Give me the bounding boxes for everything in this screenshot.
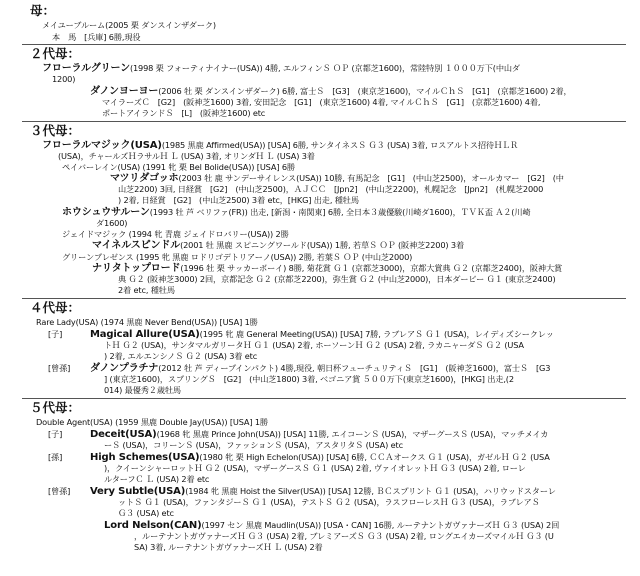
divider bbox=[22, 298, 626, 299]
gen4-danon-line2: ] (東京芝1600)，スプリングＳ [G2] (中山芝1800) 3着, ベゴニア賞 ５００万下(東京芝1600)，[HKG] 出走,(2 bbox=[104, 374, 514, 384]
gen5-verysubtle-line2: ットＳ Ｇ１ (USA)，ファンタジーＳ Ｇ１ (USA)，テストＳ Ｇ２ (USA)，ラスフローレスＨ Ｇ３ (USA)，ラブレアＳ bbox=[118, 497, 540, 507]
gen3-houshu-line2: ダ1600) bbox=[96, 218, 128, 228]
gen3-houshu-line bbox=[62, 207, 530, 218]
gen5-highschemes-name: High Schemes(USA) bbox=[90, 452, 200, 463]
gen3-maineru-name: マイネルスピンドル bbox=[92, 240, 181, 251]
gen3-narita-line bbox=[92, 263, 562, 274]
gen4-magical-record: (1995 牝 鹿 General Meeting(USA)) [USA] 7勝, ラブレアＳ Ｇ１ (USA)，レイディズシークレッ bbox=[199, 329, 554, 339]
gen3-mare-line bbox=[42, 140, 518, 151]
gen5-verysubtle-line bbox=[90, 486, 556, 497]
gen3-houshu-record: (1993 牡 芦 ベリファ(FR)) 出走, [新潟・南関東] 6勝, 全日本３歳優駿(川崎ダ1600)，ＴＶＫ盃 Ａ２(川崎 bbox=[149, 207, 531, 217]
divider bbox=[22, 398, 626, 399]
gen5-highschemes-record: (1980 牝 栗 High Echelon(USA)) [USA] 6勝, ＣＣＡオークス Ｇ１ (USA)，ガゼルＨ Ｇ２ (USA bbox=[199, 452, 550, 462]
divider bbox=[22, 121, 626, 122]
gen5-header: ５代母： bbox=[30, 400, 81, 415]
gen5-deceit-name: Deceit(USA) bbox=[90, 429, 157, 440]
gen2-mare-line bbox=[42, 63, 520, 74]
gen4-danon-line3: 014) 最優秀２歳牡馬 bbox=[104, 385, 181, 395]
gen2-mare-record: (1998 栗 フォーティナイナー(USA)) 4勝, エルフィンＳ ＯＰ (京都芝1600)，常陸特別 １０００万下(中山ダ bbox=[129, 63, 520, 73]
gen3-matsurida-line bbox=[110, 173, 564, 184]
gen2-foal-record: (2006 牡 栗 ダンスインザダーク) 6勝, 富士Ｓ [G3] (東京芝1600)，マイルＣｈＳ [G1] (京都芝1600) 2着， bbox=[158, 86, 572, 96]
gen2-mare-name: フローラルグリーン bbox=[42, 63, 130, 74]
gen4-danon-line bbox=[90, 363, 550, 374]
gen5-highschemes-line bbox=[90, 452, 550, 463]
gen5-verysubtle-record: (1984 牝 黒鹿 Hoist the Silver(USA)) [USA] 12勝, ＢＣスプリント Ｇ１ (USA)，ハリウッドスターレ bbox=[185, 486, 556, 496]
gen4-magical-line2: トＨ Ｇ２ (USA)，サンタマルガリータＨ Ｇ１ (USA) 2着, ホーソーンＨ Ｇ２ (USA) 2着, ラカニャーダＳ Ｇ２ (USA bbox=[104, 340, 524, 350]
gen5-deceit-record: (1968 牝 黒鹿 Prince John(USA)) [USA] 11勝, エイコーンＳ (USA)，マザーグースＳ (USA)，マッチメイカ bbox=[156, 429, 549, 439]
gen2-foal-line bbox=[90, 86, 572, 97]
gen3-narita-record: (1996 牡 栗 サッカーボーイ) 8勝, 菊花賞 Ｇ１ (京都芝3000)，京都大賞典 Ｇ２ (京都芝2400)，阪神大賞 bbox=[180, 263, 563, 273]
gen3-mare-name: フローラルマジック(USA) bbox=[42, 140, 162, 151]
gen4-danon-record: (2012 牡 芦 ディープインパクト) 4勝,現役, 朝日杯フューチュリティＳ [G1] (阪神芝1600)，富士Ｓ [G3 bbox=[158, 363, 551, 373]
dam-header: 母： bbox=[30, 3, 56, 18]
gen3-houshu-name: ホウシュウサルーン bbox=[62, 207, 150, 218]
gen5-highschemes-line3: ルターフＣ Ｌ (USA) 2着 etc bbox=[104, 474, 210, 484]
gen2-foal-line2: マイラーズＣ [G2] (阪神芝1600) 3着, 安田記念 [G1] (東京芝1600) 4着, マイルＣｈＳ [G1] (京都芝1600) 4着, bbox=[102, 97, 541, 107]
gen3-maineru-record: (2001 牡 黒鹿 スピニングワールド(USA)) 1勝, 若草Ｓ ＯＰ (阪神芝2200) 3着 bbox=[180, 240, 464, 250]
gen4-danon-name: ダノンプラチナ bbox=[90, 363, 159, 374]
gen5-relation: [孫] bbox=[48, 452, 63, 462]
gen5-relation: [曾孫] bbox=[48, 486, 71, 496]
gen5-mare-line: Double Agent(USA) (1959 黒鹿 Double Jay(USA)) [USA] 1勝 bbox=[36, 417, 268, 427]
gen3-matsurida-line3: ) 2着, 日経賞 [G2] (中山芝2500) 3着 etc，[HKG] 出走, 種牡馬 bbox=[118, 195, 359, 205]
gen3-daughter-line: ペイバーレイン(USA) (1991 牝 栗 Bel Bolide(USA)) [USA] 6勝 bbox=[62, 162, 295, 172]
gen5-highschemes-line2: )，クイーンシャーロットＨ Ｇ２ (USA)，マザーグースＳ Ｇ１ (USA) 2着, ヴァイオレットＨ Ｇ３ (USA) 2着, ローレ bbox=[104, 463, 526, 473]
gen3-narita-name: ナリタトップロード bbox=[92, 263, 181, 274]
gen4-relation: [曾孫] bbox=[48, 363, 71, 373]
gen5-lordnelson-line3: SA) 3着, ルーテナントガヴァナーズＨ Ｌ (USA) 2着 bbox=[134, 542, 323, 552]
self-line: 本 馬 [兵庫] 6勝,現役 bbox=[52, 32, 141, 42]
gen2-mare-cont: 1200) bbox=[52, 74, 76, 84]
dam-line: メイユーブルーム(2005 栗 ダンスインザダーク) bbox=[42, 20, 216, 30]
gen3-narita-line3: 2着 etc, 種牡馬 bbox=[118, 285, 175, 295]
gen3-matsurida-line2: 山芝2200) 3回, 日経賞 [G2] (中山芝2500)，ＡＪＣＣ [Jpn2] (中山芝2200)，札幌記念 [Jpn2] (札幌芝2000 bbox=[118, 184, 544, 194]
gen3-jade-line: ジェイドマジック (1994 牝 青鹿 ジェイドロバリー(USA)) 2勝 bbox=[62, 229, 289, 239]
gen3-maineru-line bbox=[92, 240, 464, 251]
gen4-header: ４代母： bbox=[30, 300, 81, 315]
gen4-magical-line bbox=[90, 329, 554, 340]
gen5-lordnelson-name: Lord Nelson(CAN) bbox=[104, 520, 202, 531]
gen3-header: ３代母： bbox=[30, 123, 81, 138]
gen5-deceit-line bbox=[90, 429, 548, 440]
gen3-narita-line2: 典 Ｇ２ (阪神芝3000) 2回，京都記念 Ｇ２ (京都芝2200)，弥生賞 Ｇ２ (中山芝2000)，日本ダービー Ｇ１ (東京芝2400) bbox=[118, 274, 556, 284]
gen2-header: ２代母： bbox=[30, 46, 81, 61]
gen3-green-line: グリーンプレゼンス (1995 牝 黒鹿 ロドリゴデトリアーノ(USA)) 2勝, 若葉Ｓ ＯＰ (中山芝2000) bbox=[62, 252, 413, 262]
gen4-relation: [子] bbox=[48, 329, 63, 339]
gen5-relation: [子] bbox=[48, 429, 63, 439]
gen2-foal-name: ダノンヨーヨー bbox=[90, 86, 159, 97]
gen5-lordnelson-line2: ，ルーテナントガヴァナーズＨ Ｇ３ (USA) 2着, ブレミアーズＳ Ｇ３ (USA) 2着, ロングエイカーズマイルＨ Ｇ３ (U bbox=[134, 531, 554, 541]
gen2-foal-line3: ポートアイランドＳ [L] (阪神芝1600) etc bbox=[102, 108, 266, 118]
gen3-matsurida-name: マツリダゴッホ bbox=[110, 173, 179, 184]
gen5-deceit-line2: ーＳ (USA)，コリーンＳ (USA)，ファッションＳ (USA)，アスタリタＳ (USA) etc bbox=[104, 440, 403, 450]
gen3-mare-cont: (USA)，チャールズＨラサルＨ Ｌ (USA) 3着, オリンダＨ Ｌ (USA) 3着 bbox=[58, 151, 315, 161]
gen5-verysubtle-name: Very Subtle(USA) bbox=[90, 486, 186, 497]
gen3-matsurida-record: (2003 牡 鹿 サンデーサイレンス(USA)) 10勝, 有馬記念 [G1] (中山芝2500)，オールカマー [G2] (中 bbox=[178, 173, 564, 183]
gen4-magical-name: Magical Allure(USA) bbox=[90, 329, 200, 340]
gen5-verysubtle-line3: Ｇ３ (USA) etc bbox=[118, 508, 174, 518]
gen4-magical-line3: ) 2着, エルエンシノＳ Ｇ２ (USA) 3着 etc bbox=[104, 351, 258, 361]
gen4-mare-line: Rare Lady(USA) (1974 黒鹿 Never Bend(USA)) [USA] 1勝 bbox=[36, 317, 258, 327]
divider bbox=[22, 44, 626, 45]
gen5-lordnelson-line bbox=[104, 520, 559, 531]
gen3-mare-record: (1985 黒鹿 Affirmed(USA)) [USA] 6勝, サンタイネスＳ Ｇ３ (USA) 3着, ロスアルトス招待ＨＬＲ bbox=[161, 140, 519, 150]
gen5-lordnelson-record: (1997 セン 黒鹿 Maudlin(USA)) [USA・CAN] 16勝, ルーテナントガヴァナーズＨ Ｇ３ (USA) 2回 bbox=[201, 520, 560, 530]
